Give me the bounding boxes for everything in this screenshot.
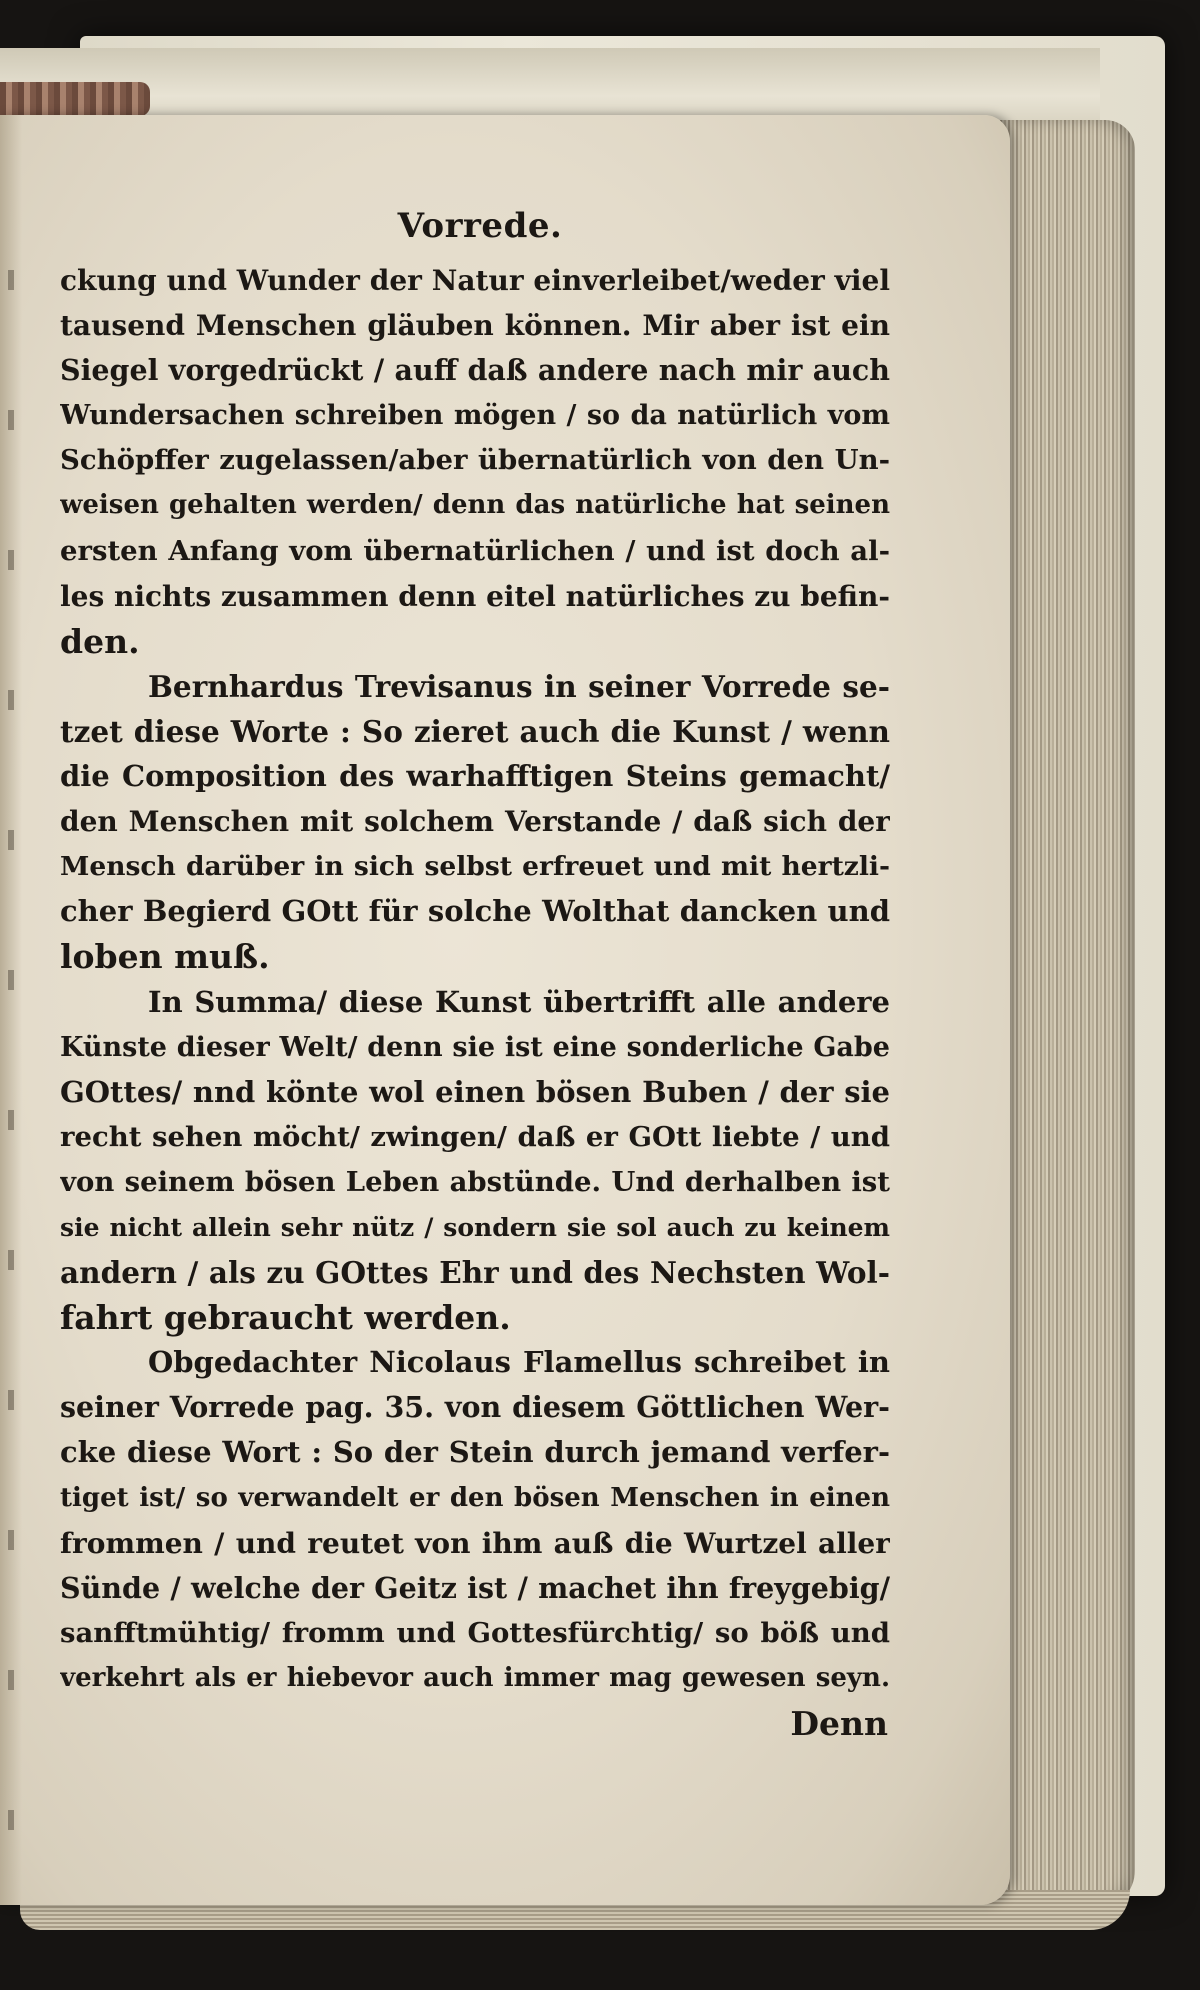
text-line: den. — [60, 621, 140, 661]
text-line: Bernhardus Trevisanus in seiner Vorrede se- — [148, 668, 890, 704]
text-line: tausend Menschen gläuben können. Mir aber ist ein — [60, 309, 890, 343]
text-line: loben muß. — [60, 937, 270, 977]
text-line: recht sehen möcht/ zwingen/ daß er GOtt liebte / und — [60, 1120, 890, 1153]
catchword: Denn — [790, 1704, 888, 1743]
text-line: tzet diese Worte : So zieret auch die Kunst / wenn — [60, 713, 890, 749]
text-line: fahrt gebraucht werden. — [60, 1298, 511, 1338]
text-line: andern / als zu GOttes Ehr und des Nechsten Wol- — [60, 1255, 890, 1291]
text-line: weisen gehalten werden/ denn das natürliche hat seinen — [60, 490, 890, 521]
text-line: Obgedachter Nicolaus Flamellus schreibet in — [148, 1345, 890, 1380]
text-line: ckung und Wunder der Natur einverleibet/weder viel — [60, 264, 890, 297]
page-edges — [1000, 120, 1135, 1910]
text-line: sanfftmühtig/ fromm und Gottesfürchtig/ so böß und — [60, 1616, 890, 1649]
text-line: ersten Anfang vom übernatürlichen / und ist doch al- — [60, 534, 890, 567]
text-line: In Summa/ diese Kunst übertrifft alle andere — [148, 984, 890, 1019]
text-line: les nichts zusammen denn eitel natürliches zu befin- — [60, 579, 890, 613]
text-line: seiner Vorrede pag. 35. von diesem Göttlichen Wer- — [60, 1390, 890, 1425]
text-line: Siegel vorgedrückt / auff daß andere nach mir auch — [60, 353, 890, 388]
text-line: sie nicht allein sehr nütz / sondern sie sol auch zu keinem — [60, 1212, 890, 1242]
text-line: tiget ist/ so verwandelt er den bösen Menschen in einen — [60, 1482, 890, 1513]
text-line: Sünde / welche der Geitz ist / machet ihn freygebig/ — [60, 1570, 890, 1605]
text-line: Künste dieser Welt/ denn sie ist eine sonderliche Gabe — [60, 1031, 890, 1063]
text-line: verkehrt als er hiebevor auch immer mag gewesen seyn. — [60, 1662, 890, 1693]
text-line: Mensch darüber in sich selbst erfreuet und mit hertzli- — [60, 851, 890, 883]
text-block — [60, 258, 890, 1746]
text-line: die Composition des warhafftigen Steins gemacht/ — [60, 759, 890, 794]
margin-marks — [8, 200, 14, 1900]
text-line: Wundersachen schreiben mögen / so da natürlich vom — [60, 400, 890, 432]
headband — [0, 82, 150, 116]
text-line: Schöpffer zugelassen/aber übernatürlich von den Un- — [60, 444, 890, 477]
text-line: von seinem bösen Leben abstünde. Und derhalben ist — [60, 1165, 890, 1198]
text-line: cher Begierd GOtt für solche Wolthat dancken und — [60, 894, 890, 929]
text-line: den Menschen mit solchem Verstande / daß sich der — [60, 805, 890, 839]
text-line: frommen / und reutet von ihm auß die Wurtzel aller — [60, 1526, 890, 1560]
text-line: cke diese Wort : So der Stein durch jemand verfer- — [60, 1435, 890, 1470]
text-line: GOttes/ nnd könte wol einen bösen Buben / der sie — [60, 1074, 890, 1109]
running-head: Vorrede. — [397, 206, 563, 246]
